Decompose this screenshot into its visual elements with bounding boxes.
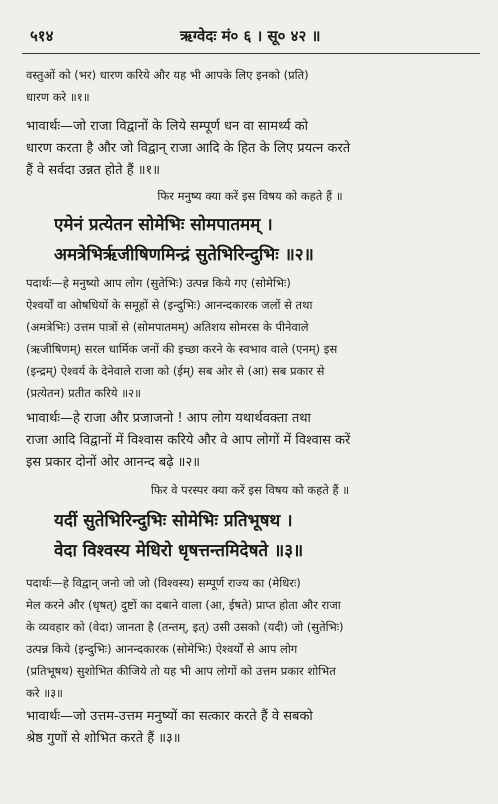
header-rule <box>22 53 480 54</box>
text-line: (ऋजीषिणम्) सरल धार्मिक जनों की इच्छा करने के स्वभाव वाले (एनम्) इस <box>26 342 338 356</box>
padarth-paragraph-2 <box>26 272 474 404</box>
text-line: (प्रत्येतन) प्रतीत करिये ॥२॥ <box>26 386 141 400</box>
text-line: श्रेष्ठ गुणों से शोभित करते हैं ॥३॥ <box>26 731 181 746</box>
text-line: यदीं सुतेभिरिन्दुभिः सोमेभिः प्रतिभूषथ । <box>54 511 293 531</box>
running-title: ऋग्वेदः मं० ६ । सू० ४२ ॥ <box>180 27 321 45</box>
page-number: ५१४ <box>30 27 54 45</box>
text-line: भावार्थः—हे राजा और प्रजाजनो ! आप लोग यथार्थवक्ता तथा <box>26 411 311 426</box>
bhavarth-paragraph-1 <box>26 116 474 182</box>
text-line: (इन्द्रम्) ऐश्वर्य के देनेवाले राजा को (ईम्) सब ओर से (आ) सब प्रकार से <box>26 364 325 378</box>
text-line: पदार्थः—हे मनुष्यो आप लोग (सुतेभिः) उत्पन्न किये गए (सोमेभिः) <box>26 276 291 290</box>
text-line: हैं वे सर्वदा उन्नत होते हैं ॥१॥ <box>26 163 161 178</box>
text-line: वेदा विश्वस्य मेधिरो धृषत्तन्तमिदेषते ॥३॥ <box>54 541 304 561</box>
bhavarth-paragraph-3 <box>26 706 474 750</box>
mantra-3 <box>54 506 474 566</box>
preceding-text-continuation <box>26 64 474 108</box>
text-line: धारण करे ॥१॥ <box>26 90 90 104</box>
page-header <box>30 26 470 48</box>
text-line: राजा आदि विद्वानों में विश्वास करिये और वे आप लोगों में विश्वास करें <box>26 433 351 448</box>
text-line: (अमत्रेभिः) उत्तम पात्रों से (सोमपातमम्) अतिशय सोमरस के पीनेवाले <box>26 320 309 334</box>
text-line: इस प्रकार दोनों ओर आनन्द बढ़े ॥२॥ <box>26 455 200 470</box>
text-line: एमेनं प्रत्येतन सोमेभिः सोमपातमम् । <box>54 215 273 235</box>
text-line: फिर वे परस्पर क्या करें इस विषय को कहते हैं ॥ <box>150 483 350 497</box>
text-line: उत्पन्न किये (इन्दुभिः) आनन्दकारक (सोमेभिः) ऐश्वर्यों से आप लोग <box>26 642 298 656</box>
section-intro-2 <box>26 186 474 206</box>
text-line: भावार्थः—जो उत्तम-उत्तम मनुष्यों का सत्कार करते हैं वे सबको <box>26 709 313 724</box>
bhavarth-paragraph-2 <box>26 408 474 474</box>
text-line: मेल करने और (धृषत्) दुष्टों का दबाने वाला (आ, ईषते) प्राप्त होता और राजा <box>26 598 341 612</box>
text-line: पदार्थः—हे विद्वान् जनो जो जो (विश्वस्य) सम्पूर्ण राज्य का (मेधिरः) <box>26 576 301 590</box>
mantra-2 <box>54 210 474 270</box>
text-line: के व्यवहार को (वेदा) जानता है (तन्तम्, इत्) उसी उसको (यदी) जो (सुतेभिः) <box>26 620 344 634</box>
text-line: धारण करता है और जो विद्वान् राजा आदि के हित के लिए प्रयत्न करते <box>26 141 351 156</box>
text-line: फिर मनुष्य क्या करें इस विषय को कहते हैं ॥ <box>157 189 343 203</box>
text-line: (प्रतिभूषथ) सुशोभित कीजिये तो यह भी आप लोगों को उत्तम प्रकार शोभित <box>26 664 336 678</box>
text-line: अमत्रेभिर्ऋजीषिणमिन्द्रं सुतेभिरिन्दुभिः ॥२॥ <box>54 245 314 265</box>
text-line: भावार्थः—जो राजा विद्वानों के लिये सम्पूर्ण धन वा सामर्थ्य को <box>26 119 309 134</box>
text-line: ऐश्वर्यों वा ओषधियों के समूहों से (इन्दुभिः) आनन्दकारक जलों से तथा <box>26 298 313 312</box>
text-line: करे ॥३॥ <box>26 686 63 700</box>
section-intro-3 <box>26 480 474 500</box>
text-line: वस्तुओं को (भर) धारण करिये और यह भी आपके लिए इनको (प्रति) <box>26 68 309 82</box>
padarth-paragraph-3 <box>26 572 474 704</box>
